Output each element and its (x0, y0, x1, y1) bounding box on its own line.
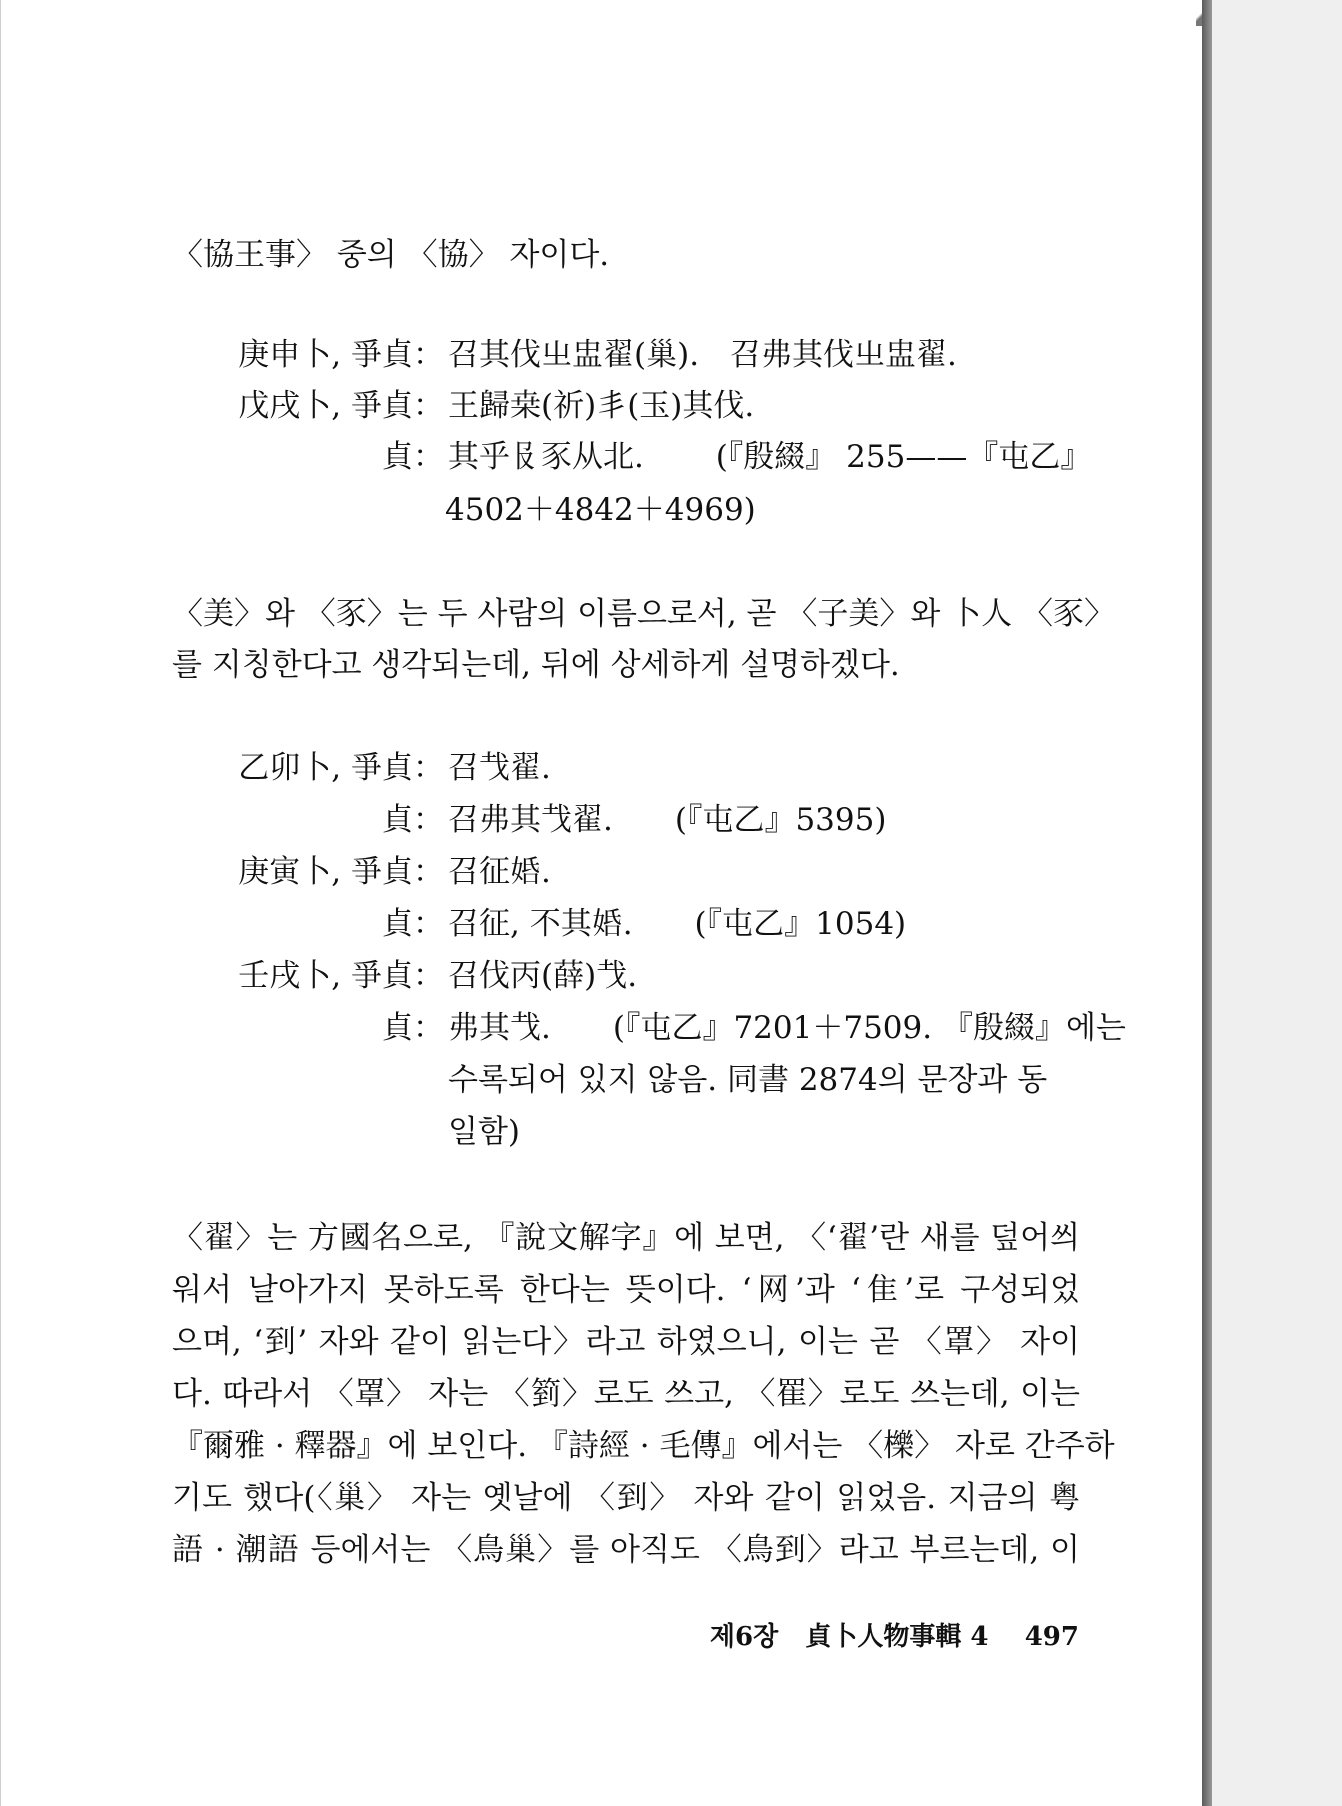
intro-line: 〈協王事〉 중의 〈協〉 자이다. (172, 237, 610, 273)
paragraph-line: 語 · 潮語 등에서는 〈鳥巢〉를 아직도 〈鳥到〉라고 부르는데, 이 (172, 1532, 1080, 1568)
divination-text: 召𢦏翟. (448, 750, 551, 786)
divination-label: 壬戌卜, 爭貞： (238, 958, 444, 994)
divination-text: 召其伐㞢盅翟(巢). 召弗其伐㞢盅翟. (448, 337, 957, 373)
paragraph-line: 으며, ‘到’ 자와 같이 읽는다〉라고 하였으니, 이는 곧 〈罩〉 자이 (172, 1324, 1080, 1360)
page-edge-shadow (1202, 0, 1212, 1806)
running-footer (710, 1620, 1079, 1654)
divination-text: 수록되어 있지 않음. 同書 2874의 문장과 동 (448, 1062, 1048, 1098)
divination-label: 庚申卜, 爭貞： (238, 337, 444, 373)
divination-text: 4502＋4842＋4969) (445, 492, 756, 528)
divination-text: 王歸桒(祈)丯(玉)其伐. (448, 388, 755, 424)
divination-label: 庚寅卜, 爭貞： (238, 854, 444, 890)
divination-label: 貞： (382, 1010, 444, 1046)
paragraph-line: 워서 날아가지 못하도록 한다는 뜻이다. ‘网’과 ‘隹’로 구성되었 (172, 1272, 1080, 1308)
paragraph-line: 를 지칭한다고 생각되는데, 뒤에 상세하게 설명하겠다. (172, 647, 900, 683)
divination-label: 貞： (382, 439, 444, 475)
paragraph-line: 〈美〉와 〈豕〉는 두 사람의 이름으로서, 곧 〈子美〉와 卜人 〈豕〉 (172, 596, 1115, 632)
footer-chapter: 제6장 (709, 1622, 779, 1652)
viewer-margin (1212, 0, 1342, 1806)
divination-label: 貞： (382, 906, 444, 942)
paragraph-line: 『爾雅 · 釋器』에 보인다. 『詩經 · 毛傳』에서는 〈櫟〉 자로 간주하 (172, 1428, 1115, 1464)
divination-text: 弗其𢦏. (『屯乙』7201＋7509. 『殷綴』에는 (448, 1010, 1126, 1046)
divination-text: 其乎𠬝豕从北. (『殷綴』 255——『屯乙』 (448, 439, 1092, 475)
page-number: 497 (1024, 1622, 1079, 1652)
divination-text: 召征𡜶. (448, 854, 551, 890)
divination-label: 乙卯卜, 爭貞： (238, 750, 444, 786)
divination-text: 召征, 不其𡜶. (『屯乙』1054) (448, 906, 907, 942)
divination-text: 召伐丙(薛)𢦏. (448, 958, 638, 994)
divination-label: 貞： (382, 802, 444, 838)
footer-title: 貞卜人物事輯 4 (805, 1622, 989, 1652)
divination-text: 일함) (448, 1114, 520, 1150)
divination-text: 召弗其𢦏翟. (『屯乙』5395) (448, 802, 887, 838)
paragraph-line: 기도 했다(〈巢〉 자는 옛날에 〈到〉 자와 같이 읽었음. 지금의 粤 (172, 1480, 1080, 1516)
divination-label: 戊戌卜, 爭貞： (238, 388, 444, 424)
paragraph-line: 다. 따라서 〈罩〉 자는 〈箌〉로도 쓰고, 〈䍜〉로도 쓰는데, 이는 (172, 1376, 1080, 1412)
paragraph-line: 〈翟〉는 方國名으로, 『說文解字』에 보면, 〈‘翟’란 새를 덮어씌 (172, 1220, 1080, 1256)
